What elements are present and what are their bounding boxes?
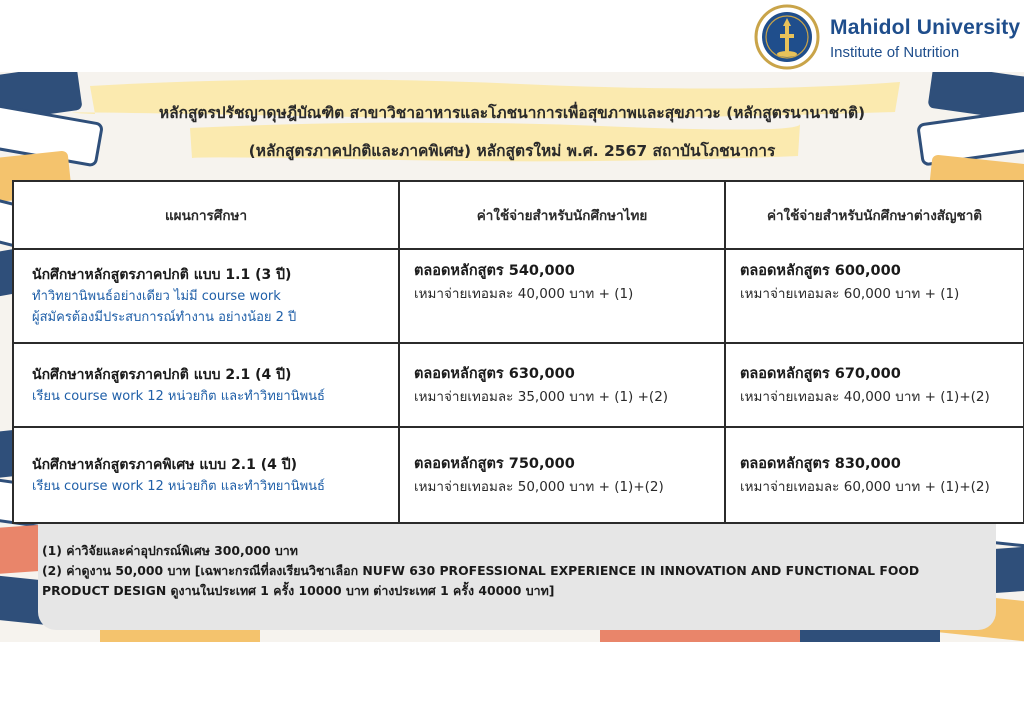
footnote-1: (1) ค่าวิจัยและค่าอุปกรณ์พิเศษ 300,000 บาท bbox=[42, 543, 298, 558]
header-study-plan: แผนการศึกษา bbox=[13, 181, 399, 249]
mahidol-seal-icon bbox=[754, 4, 820, 70]
page-subtitle: (หลักสูตรภาคปกติและภาคพิเศษ) หลักสูตรใหม่ พ.ศ. 2567 สถาบันโภชนาการ bbox=[248, 142, 776, 160]
plan-title: นักศึกษาหลักสูตรภาคปกติ แบบ 2.1 (4 ปี) bbox=[32, 366, 292, 383]
plan-cell bbox=[13, 427, 399, 523]
footnote-2: (2) ค่าดูงาน 50,000 บาท [เฉพาะกรณีที่ลงเรียนวิชาเลือก NUFW 630 PROFESSIONAL EXPERIENCE IN INNOVATION AND FUNCTIONAL FOOD bbox=[42, 563, 920, 578]
intl-term-fee: เหมาจ่ายเทอมละ 60,000 บาท + (1)+(2) bbox=[740, 478, 990, 495]
plan-cell bbox=[13, 249, 399, 343]
thai-fee-cell bbox=[399, 249, 725, 343]
footnotes-panel bbox=[38, 524, 996, 630]
thai-total-fee: ตลอดหลักสูตร 750,000 bbox=[414, 455, 575, 472]
university-name: Mahidol University bbox=[830, 16, 1021, 39]
intl-total-fee: ตลอดหลักสูตร 830,000 bbox=[740, 455, 901, 472]
university-logo bbox=[754, 4, 1022, 70]
table-row bbox=[13, 343, 1024, 427]
plan-description: เรียน course work 12 หน่วยกิต และทำวิทยานิพนธ์ bbox=[32, 388, 325, 404]
thai-term-fee: เหมาจ่ายเทอมละ 35,000 บาท + (1) +(2) bbox=[414, 388, 669, 405]
plan-requirement: ผู้สมัครต้องมีประสบการณ์ทำงาน อย่างน้อย 2 ปี bbox=[32, 310, 297, 325]
table-row bbox=[13, 249, 1024, 343]
intl-term-fee: เหมาจ่ายเทอมละ 60,000 บาท + (1) bbox=[740, 286, 960, 302]
page-title: หลักสูตรปรัชญาดุษฎีบัณฑิต สาขาวิชาอาหารและโภชนาการเพื่อสุขภาพและสุขภาวะ (หลักสูตรนานาชาติ) bbox=[158, 104, 866, 122]
plan-cell bbox=[13, 343, 399, 427]
plan-title: นักศึกษาหลักสูตรภาคปกติ แบบ 1.1 (3 ปี) bbox=[32, 267, 292, 283]
intl-fee-cell bbox=[725, 249, 1024, 343]
intl-fee-cell bbox=[725, 427, 1024, 523]
intl-fee-cell bbox=[725, 343, 1024, 427]
footnote-2-continued: PRODUCT DESIGN ดูงานในประเทศ 1 ครั้ง 10000 บาท ต่างประเทศ 1 ครั้ง 40000 บาท] bbox=[42, 583, 555, 598]
fee-table bbox=[12, 180, 1024, 524]
thai-total-fee: ตลอดหลักสูตร 540,000 bbox=[414, 263, 575, 279]
plan-title: นักศึกษาหลักสูตรภาคพิเศษ แบบ 2.1 (4 ปี) bbox=[32, 456, 298, 473]
intl-term-fee: เหมาจ่ายเทอมละ 40,000 บาท + (1)+(2) bbox=[740, 388, 990, 405]
header-international-fees: ค่าใช้จ่ายสำหรับนักศึกษาต่างสัญชาติ bbox=[725, 181, 1024, 249]
table-header-row bbox=[13, 181, 1024, 249]
institute-name: Institute of Nutrition bbox=[830, 44, 960, 61]
table-row bbox=[13, 427, 1024, 523]
header-thai-fees: ค่าใช้จ่ายสำหรับนักศึกษาไทย bbox=[399, 181, 725, 249]
thai-total-fee: ตลอดหลักสูตร 630,000 bbox=[414, 365, 575, 382]
intl-total-fee: ตลอดหลักสูตร 600,000 bbox=[740, 263, 901, 279]
thai-fee-cell bbox=[399, 343, 725, 427]
plan-description: ทำวิทยานิพนธ์อย่างเดียว ไม่มี course work bbox=[32, 289, 281, 304]
plan-description: เรียน course work 12 หน่วยกิต และทำวิทยานิพนธ์ bbox=[32, 478, 325, 494]
intl-total-fee: ตลอดหลักสูตร 670,000 bbox=[740, 365, 901, 382]
thai-term-fee: เหมาจ่ายเทอมละ 50,000 บาท + (1)+(2) bbox=[414, 478, 664, 495]
thai-term-fee: เหมาจ่ายเทอมละ 40,000 บาท + (1) bbox=[414, 286, 634, 302]
thai-fee-cell bbox=[399, 427, 725, 523]
